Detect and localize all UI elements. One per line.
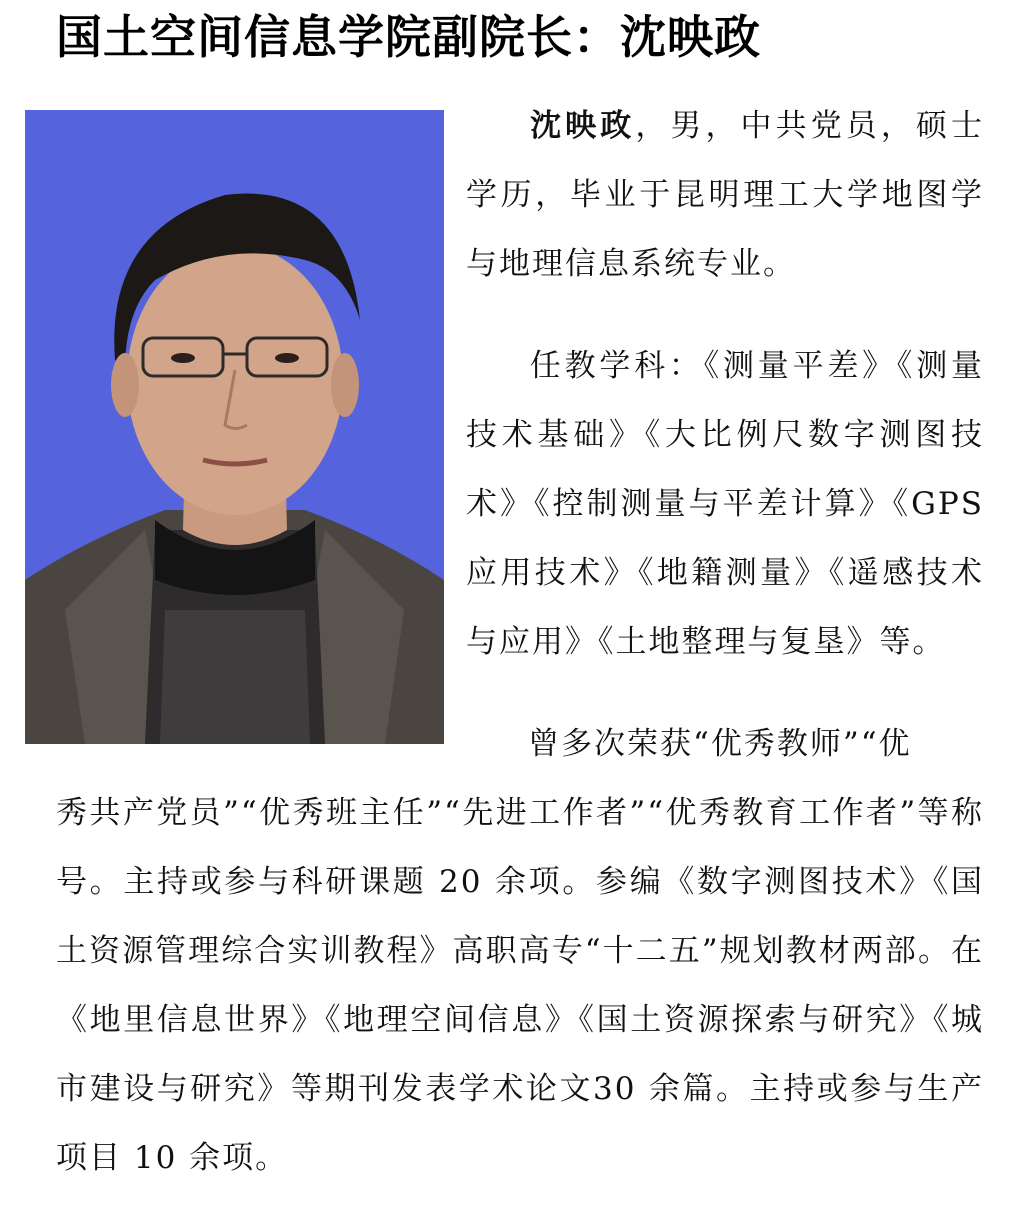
- profile-name: 沈映政: [528, 108, 636, 144]
- portrait-photo: [25, 110, 444, 744]
- profile-intro: ，男，中共党员，硕士学历，毕业于昆明理工大学地图学与地理信息系统专业。: [466, 108, 985, 282]
- page-title: 国土空间信息学院副院长：沈映政: [56, 10, 761, 64]
- achievements-paragraph: 秀共产党员”“优秀班主任”“先进工作者”“优秀教育工作者”等称号。主持或参与科研课题 20 余项。参编《数字测图技术》《国土资源管理综合实训教程》高职高专“十二五”规划教材两部。在《地里信息世界》《地理空间信息》《国土资源探索与研究》《城市建设与研究》等期刊发表学术论文30 余篇。主持或参与生产项目 10 余项。: [56, 795, 984, 1176]
- achievements-first-line: 曾多次荣获“优秀教师”“优: [528, 726, 912, 762]
- teaching-text: 任教学科：《测量平差》《测量技术基础》《大比例尺数字测图技术》《控制测量与平差计算》《GPS应用技术》《地籍测量》《遥感技术与应用》《土地整理与复垦》等。: [466, 348, 984, 660]
- profile-paragraph: [466, 92, 984, 299]
- teaching-paragraph: [466, 332, 984, 677]
